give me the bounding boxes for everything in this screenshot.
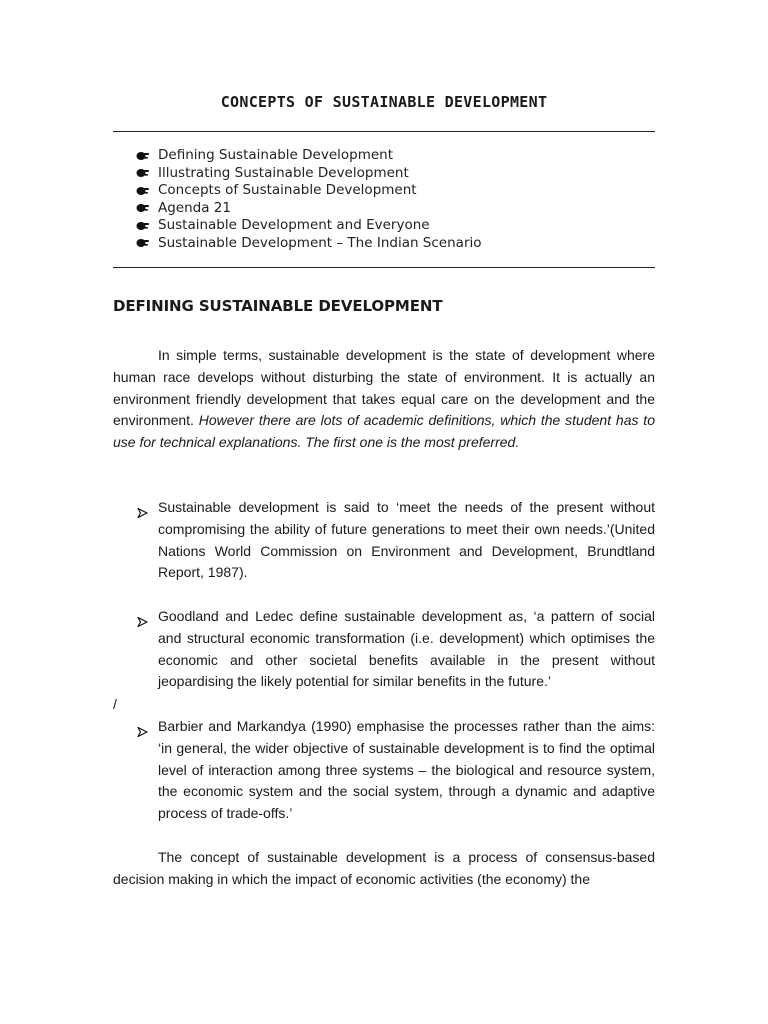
contents-item-label: Defining Sustainable Development bbox=[158, 147, 394, 163]
definition-item bbox=[137, 606, 655, 693]
contents-item bbox=[136, 235, 482, 253]
contents-item bbox=[136, 200, 482, 218]
definition-item bbox=[137, 716, 655, 825]
intro-text: In simple terms, sustainable development is the state of development where human race develops without disturbing the state of environment. It is actually an environment friendly development that takes equal care on the development and the environment. bbox=[113, 347, 655, 429]
definition-text: Goodland and Ledec define sustainable development as, ‘a pattern of social and structural economic transformation (i.e. development) which optimises the economic and other societal benefits available in the present without jeopardising the likely potential for similar benefits in the future.’ bbox=[158, 608, 655, 690]
stray-mark: / bbox=[113, 696, 117, 712]
definition-text: Barbier and Markandya (1990) emphasise the processes rather than the aims: ‘in general, the wider objective of sustainable development is to find the optimal level of interaction among three systems – the biological and resource system, the economic system and the social system, through a dynamic and adaptive process of trade-offs.’ bbox=[158, 718, 655, 822]
pointing-hand-icon bbox=[136, 202, 150, 214]
arrow-bullet-icon bbox=[137, 503, 148, 525]
bottom-divider bbox=[113, 267, 655, 268]
contents-item-label: Illustrating Sustainable Development bbox=[158, 164, 409, 181]
pointing-hand-icon bbox=[136, 167, 150, 179]
intro-italic-text: However there are lots of academic definitions, which the student has to use for technical explanations. The first one is the most preferred. bbox=[113, 412, 655, 451]
pointing-hand-icon bbox=[136, 185, 150, 197]
contents-item-label: Agenda 21 bbox=[158, 199, 231, 216]
definition-text: Sustainable development is said to ‘meet the needs of the present without compromising the ability of future generations to meet their own needs.’(United Nations World Commission on Environment and Development, Brundtland Report, 1987). bbox=[158, 499, 655, 581]
contents-item-label: Sustainable Development and Everyone bbox=[158, 217, 430, 233]
arrow-bullet-icon bbox=[137, 722, 148, 744]
contents-item-label: Concepts of Sustainable Development bbox=[158, 182, 417, 198]
contents-item bbox=[136, 182, 482, 200]
pointing-hand-icon bbox=[136, 220, 150, 232]
pointing-hand-icon bbox=[136, 237, 150, 249]
contents-item bbox=[136, 217, 482, 235]
contents-item bbox=[136, 147, 482, 165]
intro-paragraph bbox=[113, 345, 655, 454]
document-title: CONCEPTS OF SUSTAINABLE DEVELOPMENT bbox=[220, 93, 548, 111]
top-divider bbox=[113, 131, 655, 132]
contents-list bbox=[136, 147, 482, 252]
contents-item bbox=[136, 165, 482, 183]
closing-paragraph: The concept of sustainable development is a process of consensus-based decision making in which the impact of economic activities (the economy) the bbox=[113, 849, 655, 887]
document-page bbox=[113, 0, 655, 1024]
arrow-bullet-icon bbox=[137, 612, 148, 634]
pointing-hand-icon bbox=[136, 150, 150, 162]
section-heading: DEFINING SUSTAINABLE DEVELOPMENT bbox=[113, 297, 443, 315]
contents-item-label: Sustainable Development – The Indian Scenario bbox=[158, 234, 482, 251]
definition-item bbox=[137, 497, 655, 584]
